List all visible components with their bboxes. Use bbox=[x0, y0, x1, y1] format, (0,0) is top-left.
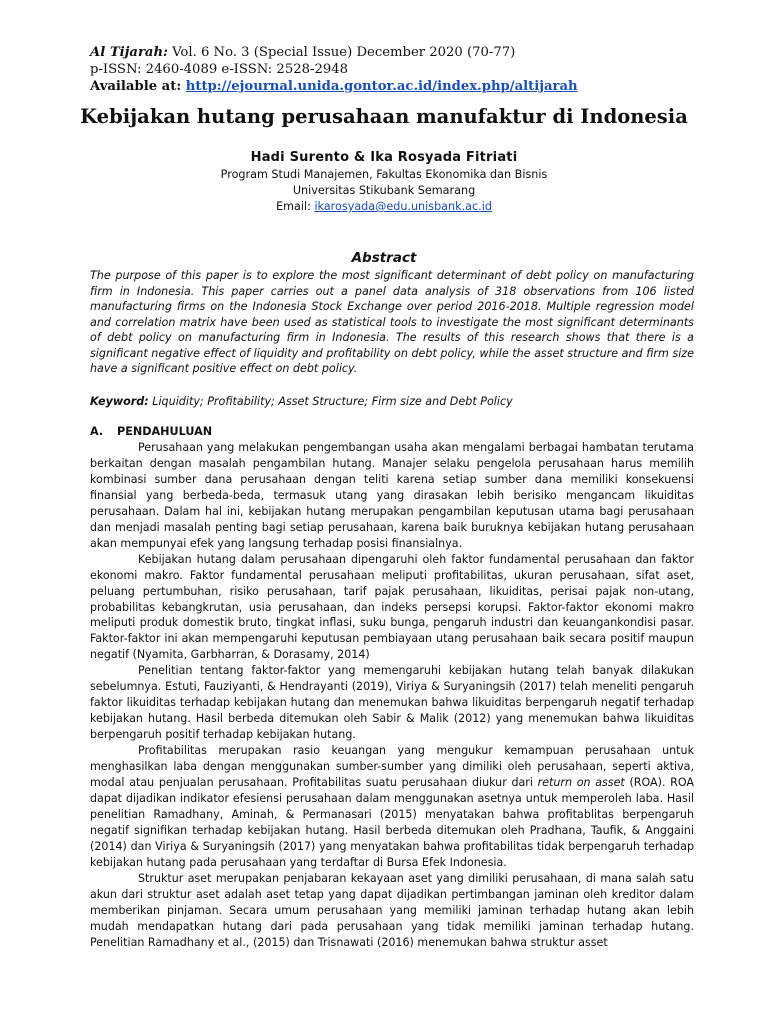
paragraph bbox=[90, 743, 694, 871]
journal-citation-line bbox=[90, 44, 690, 61]
affiliation-program: Program Studi Manajemen, Fakultas Ekonomika dan Bisnis bbox=[220, 168, 548, 181]
journal-name: Al Tijarah: bbox=[90, 45, 168, 60]
abstract-heading: Abstract bbox=[351, 250, 417, 266]
keywords-line bbox=[90, 394, 694, 410]
section-heading bbox=[90, 424, 694, 440]
section-number: A. bbox=[90, 425, 104, 438]
body-text bbox=[90, 440, 694, 951]
affiliation-university: Universitas Stikubank Semarang bbox=[292, 184, 476, 197]
availability-line bbox=[90, 78, 690, 95]
keywords-text: Liquidity; Profitability; Asset Structure; Firm size and Debt Policy bbox=[148, 395, 513, 408]
paragraph: Struktur aset merupakan penjabaran kekayaan aset yang dimiliki perusahaan, di mana salah satu akun dari struktur aset adalah aset tetap yang dapat dijadikan pertimbangan jaminan oleh kreditor dalam memberikan pinjaman. Secara umum perusahaan yang memiliki jaminan terhadap hutang akan lebih mudah mendapatkan hutang dari pada perusahaan yang tidak memiliki jaminan terhadap hutang. Penelitian Ramadhany et al., (2015) dan Trisnawati (2016) menemukan bahwa struktur asset bbox=[90, 871, 694, 949]
available-label: Available at: bbox=[90, 79, 186, 94]
volume-info: Vol. 6 No. 3 (Special Issue) December 2020 (70-77) bbox=[167, 45, 516, 60]
section-title: PENDAHULUAN bbox=[117, 425, 213, 438]
issn-line: p-ISSN: 2460-4089 e-ISSN: 2528-2948 bbox=[90, 62, 349, 77]
email-link[interactable]: ikarosyada@edu.unisbank.ac.id bbox=[314, 200, 492, 213]
keywords-label: Keyword: bbox=[90, 395, 149, 408]
journal-header bbox=[90, 44, 690, 95]
paper-title: Kebijakan hutang perusahaan manufaktur di Indonesia bbox=[80, 105, 688, 128]
author-affiliation bbox=[60, 167, 708, 215]
paragraph: Penelitian tentang faktor-faktor yang memengaruhi kebijakan hutang telah banyak dilakukan sebelumnya. Estuti, Fauziyanti, & Hendrayanti (2019), Viriya & Suryaningsih (2017) telah meneliti pengaruh faktor likuiditas terhadap kebijakan hutang dan menemukan bahwa likuiditas berpengaruh negatif terhadap kebijakan hutang. Hasil berbeda ditemukan oleh Sabir & Malik (2012) yang menemukan bahwa likuiditas berpengaruh positif terhadap kebijakan hutang. bbox=[90, 664, 694, 742]
abstract-text: The purpose of this paper is to explore the most significant determinant of debt policy on manufacturing firm in Indonesia. This paper carries out a panel data analysis of 318 observations from 106 listed manufacturing firms on the Indonesia Stock Exchange over period 2016-2018. Multiple regression model and correlation matrix have been used as statistical tools to investigate the most significant determinants of debt policy on manufacturing firm in Indonesia. The results of this research shows that there is a significant negative effect of liquidity and profitability on debt policy, while the asset structure and firm size have a significant positive effect on debt policy. bbox=[90, 269, 694, 375]
paragraph-segment: Profitabilitas merupakan rasio keuangan yang mengukur kemampuan perusahaan untuk menghasilkan laba dengan menggunakan sumber-sumber yang dimiliki oleh perusahaan, seperti aktiva, modal atau penjualan perusahaan. Profitabilitas suatu perusahaan diukur dari bbox=[90, 744, 694, 790]
paragraph-segment: (ROA). ROA dapat dijadikan indikator efesiensi perusahaan dalam menggunakan asetnya untuk memperoleh laba. Hasil penelitian Ramadhany, Aminah, & Permanasari (2015) menyatakan bahwa profitablitas berpengaruh negatif signifikan terhadap kebijakan hutang. Hasil berbeda ditemukan oleh Pradhana, Taufik, & Anggaini (2014) dan Viriya & Suryaningsih (2017) yang menyatakan bahwa profitabilitas tidak berpengaruh terhadap kebijakan hutang pada perusahaan yang terdaftar di Bursa Efek Indonesia. bbox=[90, 776, 695, 869]
journal-url-link[interactable]: http://ejournal.unida.gontor.ac.id/index.php/altijarah bbox=[185, 79, 578, 94]
email-label: Email: bbox=[276, 200, 315, 213]
paragraph: Kebijakan hutang dalam perusahaan dipengaruhi oleh faktor fundamental perusahaan dan faktor ekonomi makro. Faktor fundamental perusahaan meliputi profitabilitas, ukuran perusahaan, sifat aset, peluang pertumbuhan, risiko perusahaan, tarif pajak perusahaan, likuiditas, perisai pajak non-utang, probabilitas kebangkrutan, usia perusahaan, dan indeks persepsi korupsi. Faktor-faktor ekonomi makro meliputi produk domestik bruto, tingkat inflasi, suku bunga, pengaruh industri dan keuangankondisi pasar. Faktor-faktor ini akan mempengaruhi keputusan pembiayaan utang perusahaan baik secara positif maupun negatif (Nyamita, Garbharran, & Dorasamy, 2014) bbox=[90, 552, 694, 662]
affiliation-email-line bbox=[60, 199, 708, 215]
paper-authors: Hadi Surento & Ika Rosyada Fitriati bbox=[250, 150, 518, 165]
paragraph-italic-term: return on asset bbox=[537, 776, 625, 790]
paragraph: Perusahaan yang melakukan pengembangan usaha akan mengalami berbagai hambatan terutama berkaitan dengan masalah pengambilan hutang. Manajer selaku pengelola perusahaan harus memilih kombinasi sumber dana perusahaan dengan teliti karena setiap sumber dana memiliki konsekuensi finansial yang berbeda-beda, termasuk utang yang dirasakan lebih berisiko mengancam likuiditas perusahaan. Dalam hal ini, kebijakan hutang merupakan pengambilan keputusan utama bagi perusahaan dan menjadi masalah penting bagi setiap perusahaan, karena baik buruknya kebijakan hutang perusahaan akan mempunyai efek yang langsung terhadap posisi finansialnya. bbox=[90, 441, 694, 550]
